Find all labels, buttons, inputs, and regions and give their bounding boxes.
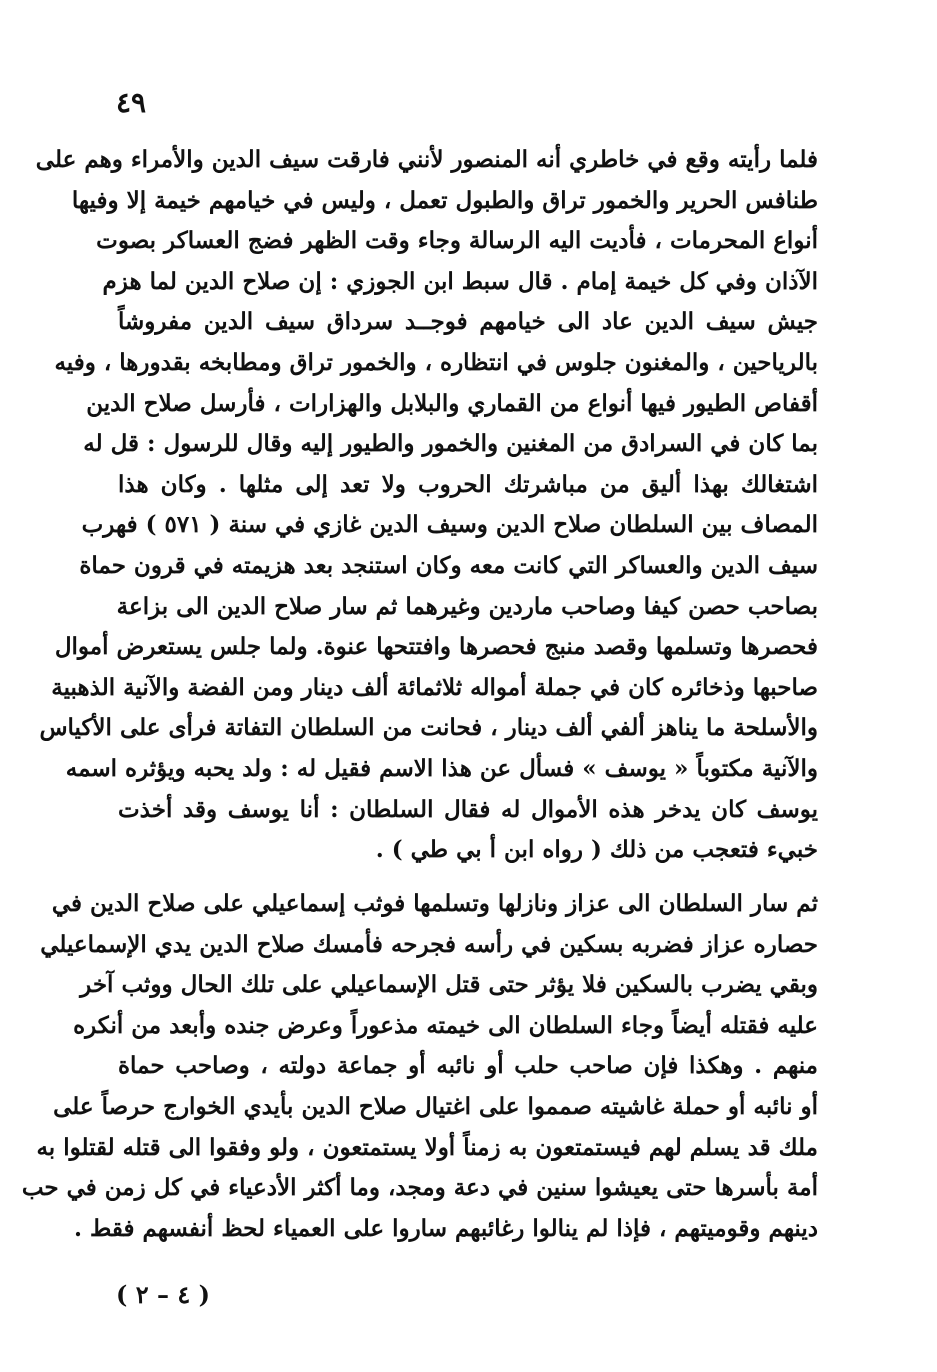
- text-line: خبيء فتعجب من ذلك ( رواه ابن أ بي طي ) .: [375, 836, 818, 864]
- text-line: فلما رأيته وقع في خاطري أنه المنصور لأنني فارقت سيف الدين والأمراء وهم على: [35, 146, 818, 173]
- text-line: والآنية مكتوباً « يوسف » فسأل عن هذا الاسم فقيل له : ولد يحبه ويؤثره اسمه: [65, 754, 818, 782]
- text-line: أنواع المحرمات ، فأديت اليه الرسالة وجاء وقت الظهر فضج العساكر بصوت: [96, 227, 818, 255]
- text-line: منهم . وهكذا فإن صاحب حلب أو نائبه أو جماعة دولته ، وصاحب حماة: [118, 1052, 818, 1080]
- text-line: الآذان وفي كل خيمة إمام . قال سبط ابن الجوزي : إن صلاح الدين لما هزم: [102, 267, 818, 295]
- text-line: ملك قد يسلم لهم فيستمتعون به زمناً أولا يستمتعون ، ولو وفقوا الى قتله لقتلوا به: [36, 1133, 818, 1161]
- text-line: يوسف كان يدخر هذه الأموال له فقال السلطان : أنا يوسف وقد أخذت: [118, 795, 818, 823]
- text-line: أمة بأسرها حتى يعيشوا سنين في دعة ومجد، وما أكثر الأدعياء في كل زمن في حب: [21, 1174, 818, 1202]
- page-number: ٤٩: [116, 86, 147, 119]
- text-line: عليه فقتله أيضاً وجاء السلطان الى خيمته مذعوراً وعرض جنده وأبعد من أنكره: [73, 1011, 818, 1039]
- text-line: جيش سيف الدين عاد الى خيامهم فوجــد سرداق سيف الدين مفروشاً: [118, 308, 818, 336]
- text-line: اشتغالك بهذا أليق من مباشرتك الحروب ولا تعد إلى مثلها . وكان هذا: [118, 470, 818, 498]
- text-line: بما كان في السرادق من المغنين والخمور والطيور إليه وقال للرسول : قل له: [83, 430, 818, 458]
- paragraph-2: [21, 884, 818, 1249]
- signature-mark: ( ٤ – ٢ ): [116, 1280, 210, 1309]
- paragraph-1: [35, 140, 818, 871]
- text-line: وبقي يضرب بالسكين فلا يؤثر حتى قتل الإسماعيلي على تلك الحال ووثب آخر: [80, 971, 818, 999]
- text-line: فحصرها وتسلمها وقصد منبج فحصرها وافتتحها عنوة. ولما جلس يستعرض أموال: [54, 633, 818, 661]
- text-line: بالرياحين ، والمغنون جلوس في انتظاره ، والخمور تراق ومطابخه بقدورها ، وفيه: [54, 348, 818, 376]
- text-line: حصاره عزاز فضربه بسكين في رأسه فجرحه فأمسك صلاح الدين يدي الإسماعيلي: [40, 930, 818, 958]
- text-line: والأسلحة ما يناهز ألفي ألف دينار ، فحانت من السلطان التفاتة فرأى على الأكياس: [39, 714, 818, 742]
- text-line: أو نائبه أو حملة غاشيته صمموا على اغتيال صلاح الدين بأيدي الخوارج حرصاً على: [53, 1092, 818, 1120]
- text-line: بصاحب حصن كيفا وصاحب ماردين وغيرهما ثم سار صلاح الدين الى بزاعة: [116, 592, 818, 620]
- text-line: أقفاص الطيور فيها أنواع من القماري والبلابل والهزارات ، فأرسل صلاح الدين: [86, 389, 818, 417]
- text-line: دينهم وقوميتهم ، فإذا لم ينالوا رغائبهم ساروا على العمياء لحظ أنفسهم فقط .: [73, 1214, 818, 1242]
- text-line: ثم سار السلطان الى عزاز ونازلها وتسلمها فوثب إسماعيلي على صلاح الدين في: [51, 890, 818, 917]
- text-line: المصاف بين السلطان صلاح الدين وسيف الدين غازي في سنة ( ٥٧١ ) فهرب: [81, 511, 818, 539]
- text-line: سيف الدين والعساكر التي كانت معه وكان استنجد بعد هزيمته في قرون حماة: [79, 551, 818, 579]
- text-line: طنافس الحرير والخمور تراق والطبول تعمل ، وليس في خيامهم خيمة إلا وفيها: [71, 186, 818, 214]
- text-line: صاحبها وذخائره كان في جملة أمواله ثلاثمائة ألف دينار ومن الفضة والآنية الذهبية: [51, 673, 818, 701]
